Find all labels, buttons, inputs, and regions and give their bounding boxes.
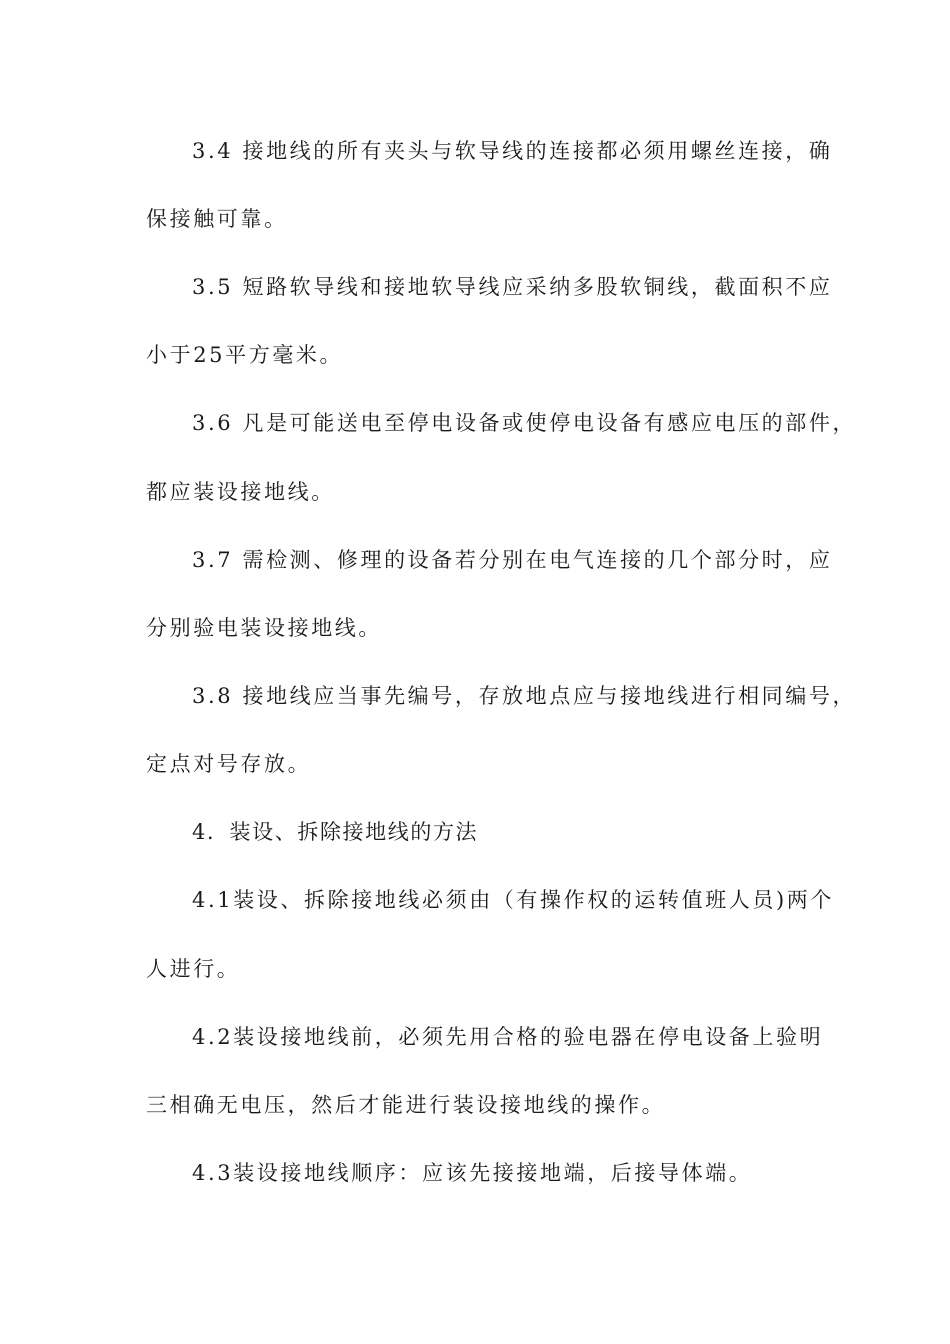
paragraph-4-2-line-2: 三相确无电压，然后才能进行装设接地线的操作。 — [146, 1093, 666, 1117]
paragraph-3-8-line-2: 定点对号存放。 — [146, 752, 312, 776]
paragraph-4-1-line-1: 4.1装设、拆除接地线必须由（有操作权的运转值班人员)两个 — [192, 888, 834, 912]
paragraph-3-8-line-1: 3.8 接地线应当事先编号，存放地点应与接地线进行相同编号， — [192, 684, 857, 708]
paragraph-3-5-line-2: 小于25平方毫米。 — [146, 343, 344, 367]
paragraph-4-1-line-2: 人进行。 — [146, 957, 241, 981]
paragraph-4-3-line-1: 4.3装设接地线顺序：应该先接接地端，后接导体端。 — [192, 1161, 753, 1185]
paragraph-3-7-line-2: 分别验电装设接地线。 — [146, 616, 382, 640]
paragraph-3-4-line-1: 3.4 接地线的所有夹头与软导线的连接都必须用螺丝连接，确 — [192, 139, 833, 163]
section-4-heading: 4．装设、拆除接地线的方法 — [192, 820, 479, 844]
paragraph-3-7-line-1: 3.7 需检测、修理的设备若分别在电气连接的几个部分时，应 — [192, 548, 833, 572]
paragraph-3-6-line-2: 都应装设接地线。 — [146, 480, 335, 504]
paragraph-3-4-line-2: 保接触可靠。 — [146, 207, 288, 231]
paragraph-3-6-line-1: 3.6 凡是可能送电至停电设备或使停电设备有感应电压的部件， — [192, 411, 857, 435]
paragraph-3-5-line-1: 3.5 短路软导线和接地软导线应采纳多股软铜线，截面积不应 — [192, 275, 833, 299]
paragraph-4-2-line-1: 4.2装设接地线前，必须先用合格的验电器在停电设备上验明 — [192, 1025, 824, 1049]
